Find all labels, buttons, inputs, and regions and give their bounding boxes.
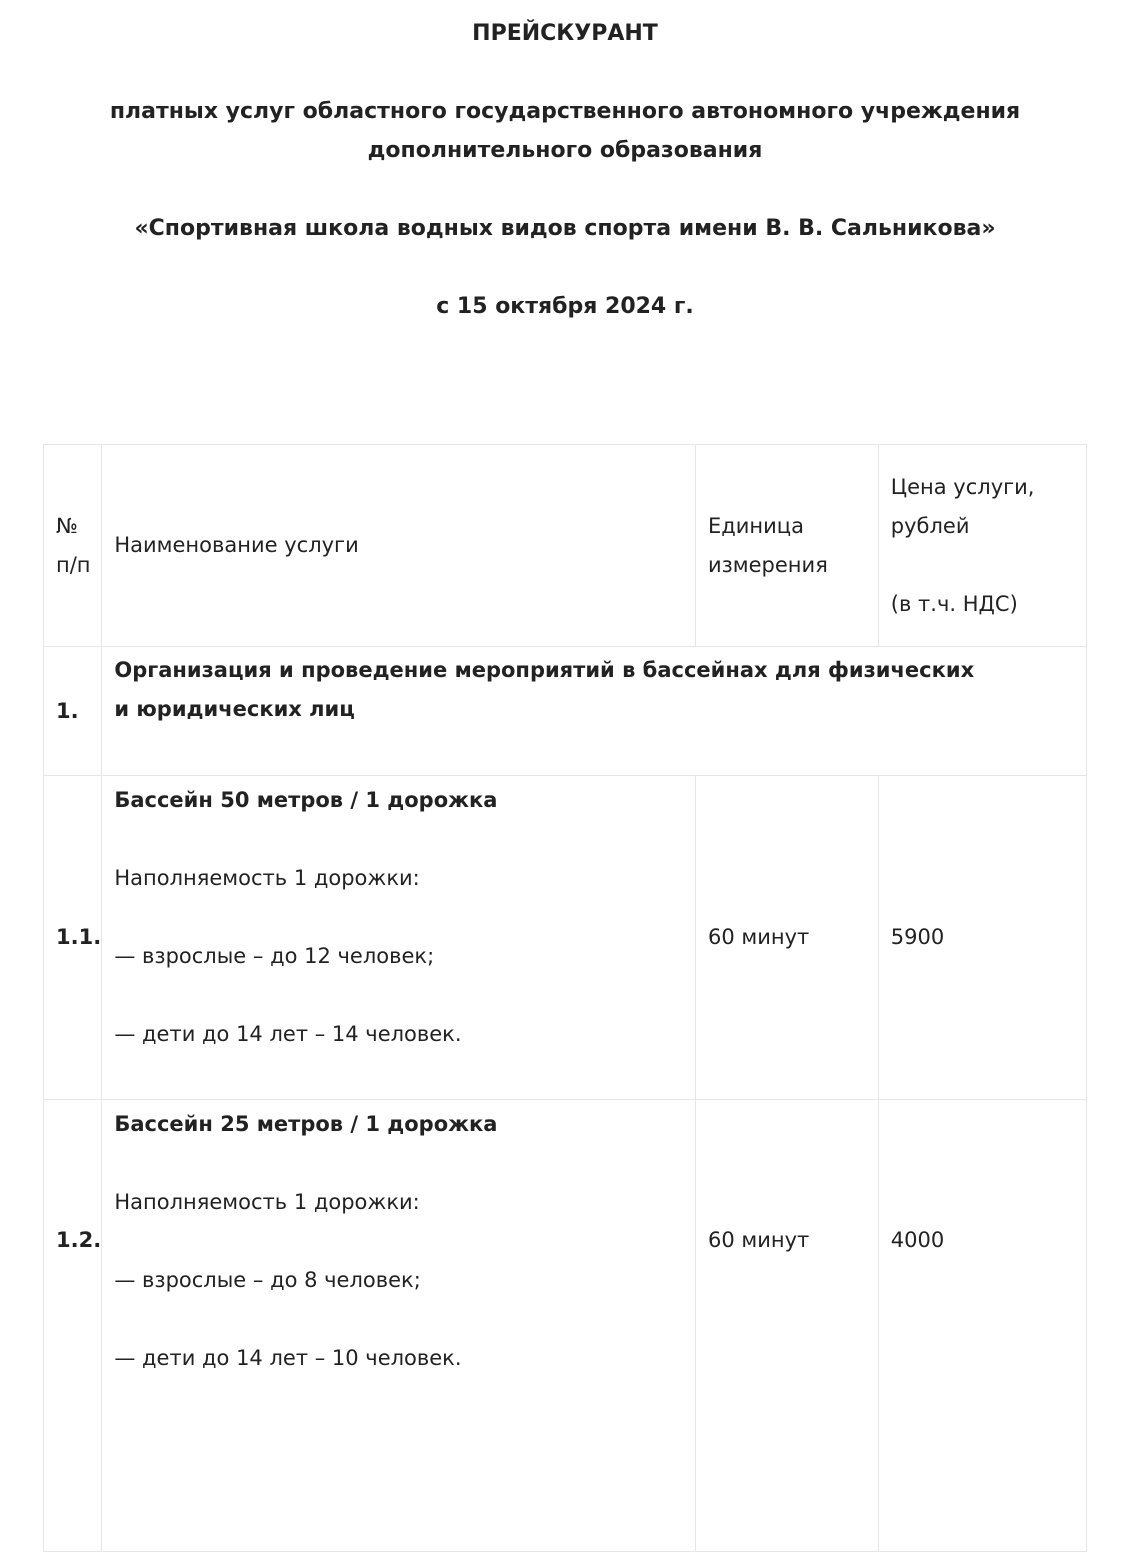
row-service — [102, 1100, 696, 1552]
service-adults: — взрослые – до 12 человек; — [114, 944, 435, 968]
header-num-cell — [44, 445, 102, 647]
table-header-row — [44, 445, 1087, 647]
header-num-label-2: п/п — [56, 552, 91, 577]
effective-date: с 15 октября 2024 г. — [436, 294, 694, 319]
header-name-cell — [102, 445, 696, 647]
service-adults: — взрослые – до 8 человек; — [114, 1268, 421, 1292]
section-num: 1. — [44, 647, 102, 776]
header-unit-cell — [695, 445, 878, 647]
section-title-line-1: Организация и проведение мероприятий в бассейнах для физических — [114, 658, 975, 682]
row-service — [102, 776, 696, 1100]
section-title — [102, 647, 1087, 776]
header-name-label: Наименование услуги — [114, 533, 359, 557]
header-num-label-1: № — [56, 513, 78, 538]
service-capacity: Наполняемость 1 дорожки: — [114, 1190, 420, 1214]
table-row — [44, 776, 1087, 1100]
table-row — [44, 1100, 1087, 1552]
row-unit: 60 минут — [695, 1100, 878, 1552]
section-row — [44, 647, 1087, 776]
service-children: — дети до 14 лет – 10 человек. — [114, 1346, 462, 1370]
price-table — [43, 444, 1087, 1552]
school-name: «Спортивная школа водных видов спорта имени В. В. Сальникова» — [134, 216, 996, 241]
header-price-label-1: Цена услуги, — [890, 474, 1035, 499]
row-price: 4000 — [878, 1100, 1086, 1552]
section-title-line-2: и юридических лиц — [114, 697, 355, 721]
subtitle-line-1: платных услуг областного государственного автономного учреждения — [109, 99, 1021, 124]
service-title: Бассейн 25 метров / 1 дорожка — [114, 1112, 498, 1136]
document-title: ПРЕЙСКУРАНТ — [472, 21, 658, 46]
subtitle-line-2: дополнительного образования — [367, 138, 763, 163]
header-unit-label-2: измерения — [707, 552, 828, 577]
header-price-cell — [878, 445, 1086, 647]
service-children: — дети до 14 лет – 14 человек. — [114, 1022, 462, 1046]
row-price: 5900 — [878, 776, 1086, 1100]
header-unit-label-1: Единица — [707, 513, 804, 538]
document-subtitle — [0, 92, 1124, 170]
service-title: Бассейн 50 метров / 1 дорожка — [114, 788, 498, 812]
header-price-label-2: рублей — [890, 513, 970, 538]
row-num: 1.2. — [44, 1100, 102, 1552]
row-unit: 60 минут — [695, 776, 878, 1100]
service-capacity: Наполняемость 1 дорожки: — [114, 866, 420, 890]
row-num: 1.1. — [44, 776, 102, 1100]
header-price-label-3: (в т.ч. НДС) — [890, 591, 1018, 616]
